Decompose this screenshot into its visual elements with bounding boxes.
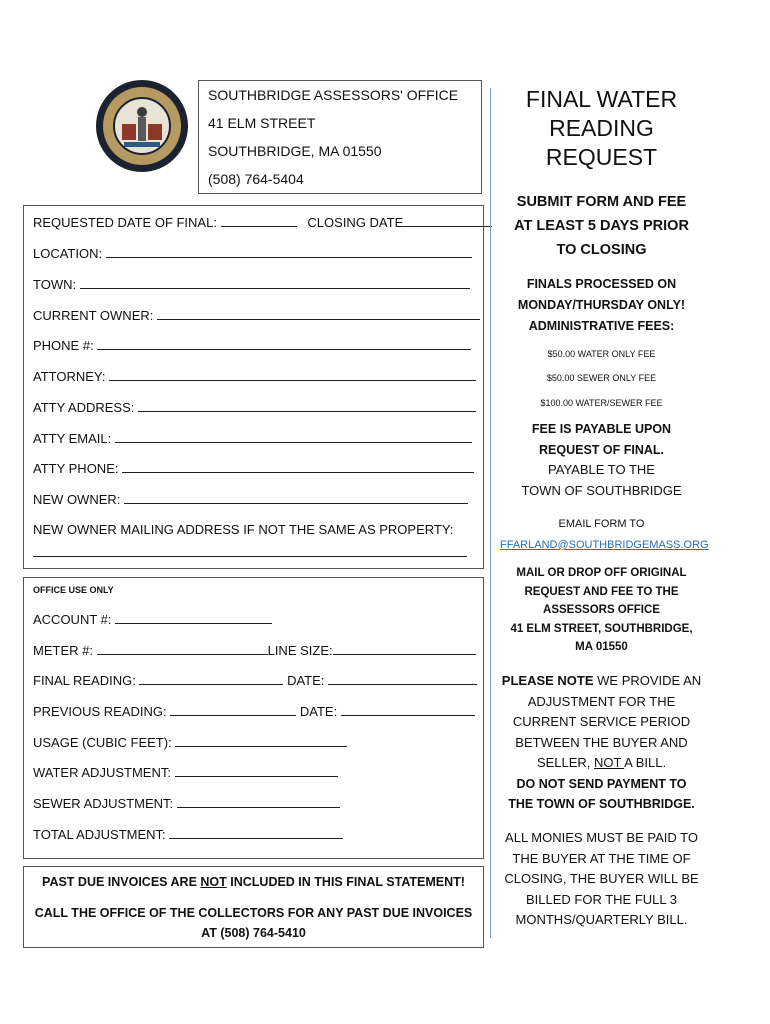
town-label: TOWN:	[33, 277, 77, 292]
total-adjustment-label: TOTAL ADJUSTMENT:	[33, 827, 166, 842]
previous-reading-label: PREVIOUS READING:	[33, 704, 167, 719]
town-seal-logo	[94, 78, 190, 174]
sewer-adjustment-field[interactable]	[33, 795, 340, 811]
usage-field[interactable]	[33, 734, 347, 750]
fee-water-only: $50.00 WATER ONLY FEE	[547, 349, 656, 359]
atty-address-field[interactable]	[33, 399, 476, 415]
monies-line3: CLOSING, THE BUYER WILL BE	[504, 871, 699, 886]
title-line3: REQUEST	[545, 144, 658, 170]
note-text: WE PROVIDE AN	[593, 673, 702, 688]
atty-email-label: ATTY EMAIL:	[33, 431, 112, 446]
finals-line1: FINALS PROCESSED ON	[526, 277, 677, 291]
new-owner-label: NEW OWNER:	[33, 492, 121, 507]
atty-phone-label: ATTY PHONE:	[33, 461, 119, 476]
office-street: 41 ELM STREET	[208, 115, 316, 131]
note-line1	[500, 671, 703, 692]
attorney-label: ATTORNEY:	[33, 369, 106, 384]
final-date-label: DATE:	[287, 673, 325, 688]
new-owner-mailing-field[interactable]	[33, 544, 467, 560]
column-divider	[490, 88, 491, 938]
note-line5	[500, 753, 703, 774]
requested-date-label: REQUESTED DATE OF FINAL:	[33, 215, 217, 230]
call-collectors-line2: AT (508) 764-5410	[201, 926, 306, 940]
location-label: LOCATION:	[33, 246, 103, 261]
monies-info	[500, 828, 703, 931]
final-reading-field[interactable]	[33, 672, 477, 688]
notice-text: PAST DUE INVOICES ARE	[42, 875, 201, 889]
mail-line4: 41 ELM STREET, SOUTHBRIDGE,	[510, 622, 693, 635]
monies-line5: MONTHS/QUARTERLY BILL.	[515, 912, 688, 927]
account-label: ACCOUNT #:	[33, 612, 112, 627]
new-owner-mailing-label: NEW OWNER MAILING ADDRESS IF NOT THE SAME AS PROPERTY:	[33, 522, 454, 537]
monies-line1: ALL MONIES MUST BE PAID TO	[505, 830, 698, 845]
sewer-adjustment-label: SEWER ADJUSTMENT:	[33, 796, 174, 811]
monies-line4: BILLED FOR THE FULL 3	[526, 891, 677, 907]
note-line2: ADJUSTMENT FOR THE	[527, 693, 676, 709]
do-not-send-line2: THE TOWN OF SOUTHBRIDGE.	[508, 797, 695, 811]
account-field[interactable]	[33, 611, 272, 627]
note5-a: SELLER,	[536, 755, 595, 770]
previous-reading-field[interactable]	[33, 703, 475, 719]
mail-instructions	[500, 564, 703, 657]
new-owner-field[interactable]	[33, 491, 468, 507]
finals-line2: MONDAY/THURSDAY ONLY!	[517, 298, 686, 312]
title-line1: FINAL WATER	[525, 86, 678, 112]
payable-line4: TOWN OF SOUTHBRIDGE	[521, 482, 682, 498]
current-owner-label: CURRENT OWNER:	[33, 308, 154, 323]
payable-line3: PAYABLE TO THE	[548, 462, 655, 477]
phone-label: PHONE #:	[33, 338, 94, 353]
mail-line2: REQUEST AND FEE TO THE	[524, 585, 679, 598]
submit-instructions	[500, 190, 703, 262]
monies-line2: THE BUYER AT THE TIME OF	[512, 850, 691, 866]
call-collectors-line1: CALL THE OFFICE OF THE COLLECTORS FOR ANY PAST DUE INVOICES	[34, 906, 473, 920]
past-due-notice-box	[23, 866, 484, 948]
please-note	[500, 671, 703, 815]
total-adjustment-field[interactable]	[33, 826, 343, 842]
office-name: SOUTHBRIDGE ASSESSORS' OFFICE	[208, 87, 459, 103]
meter-field[interactable]	[33, 642, 476, 658]
payable-line1: FEE IS PAYABLE UPON	[531, 422, 672, 436]
do-not-send-line1: DO NOT SEND PAYMENT TO	[516, 776, 687, 791]
atty-phone-field[interactable]	[33, 460, 474, 476]
past-due-notice	[24, 875, 483, 889]
submit-line1: SUBMIT FORM AND FEE	[516, 194, 687, 210]
submit-line2: AT LEAST 5 DAYS PRIOR	[514, 218, 689, 234]
submit-line3: TO CLOSING	[556, 242, 647, 258]
closing-date-label: CLOSING DATE	[307, 215, 404, 230]
office-use-heading: OFFICE USE ONLY	[33, 585, 114, 595]
current-owner-field[interactable]	[33, 307, 480, 323]
previous-date-label: DATE:	[299, 704, 338, 719]
usage-label: USAGE (CUBIC FEET):	[33, 735, 172, 750]
email-link-wrap	[500, 535, 709, 553]
office-city: SOUTHBRIDGE, MA 01550	[208, 143, 382, 159]
fee-water-sewer: $100.00 WATER/SEWER FEE	[540, 398, 663, 408]
fee-sewer-only: $50.00 SEWER ONLY FEE	[546, 373, 657, 383]
title-line2: READING	[549, 115, 654, 141]
finals-line3: ADMINISTRATIVE FEES:	[528, 319, 675, 333]
requested-date-field[interactable]	[33, 214, 492, 230]
town-field[interactable]	[33, 276, 470, 292]
meter-label: METER #:	[33, 643, 93, 658]
line-size-label: LINE SIZE:	[267, 643, 333, 658]
final-reading-label: FINAL READING:	[33, 673, 136, 688]
note-line4: BETWEEN THE BUYER AND	[515, 734, 688, 750]
notice-not: NOT	[200, 875, 227, 889]
phone-field[interactable]	[33, 337, 471, 353]
office-phone: (508) 764-5404	[208, 171, 304, 187]
finals-processed	[500, 274, 703, 337]
water-adjustment-label: WATER ADJUSTMENT:	[33, 765, 171, 780]
water-adjustment-field[interactable]	[33, 764, 338, 780]
form-title	[500, 85, 703, 172]
payable-line2: REQUEST OF FINAL.	[539, 442, 664, 457]
mail-line3: ASSESSORS OFFICE	[543, 604, 660, 616]
payable-info	[500, 419, 703, 501]
office-address-box	[198, 80, 482, 194]
location-field[interactable]	[33, 245, 472, 261]
note5-not: NOT	[594, 755, 625, 770]
note5-b: A BILL.	[624, 755, 667, 770]
mail-line1: MAIL OR DROP OFF ORIGINAL	[516, 567, 687, 579]
email-link[interactable]: FFARLAND@SOUTHBRIDGEMASS.ORG	[500, 539, 709, 551]
mail-line5: MA 01550	[575, 641, 628, 653]
note-bold: PLEASE NOTE	[501, 673, 594, 688]
notice-text-end: INCLUDED IN THIS FINAL STATEMENT!	[226, 875, 465, 889]
atty-email-field[interactable]	[33, 430, 472, 446]
note-line3: CURRENT SERVICE PERIOD	[512, 714, 691, 729]
atty-address-label: ATTY ADDRESS:	[33, 400, 135, 415]
attorney-field[interactable]	[33, 368, 476, 384]
email-label: EMAIL FORM TO	[558, 518, 645, 530]
